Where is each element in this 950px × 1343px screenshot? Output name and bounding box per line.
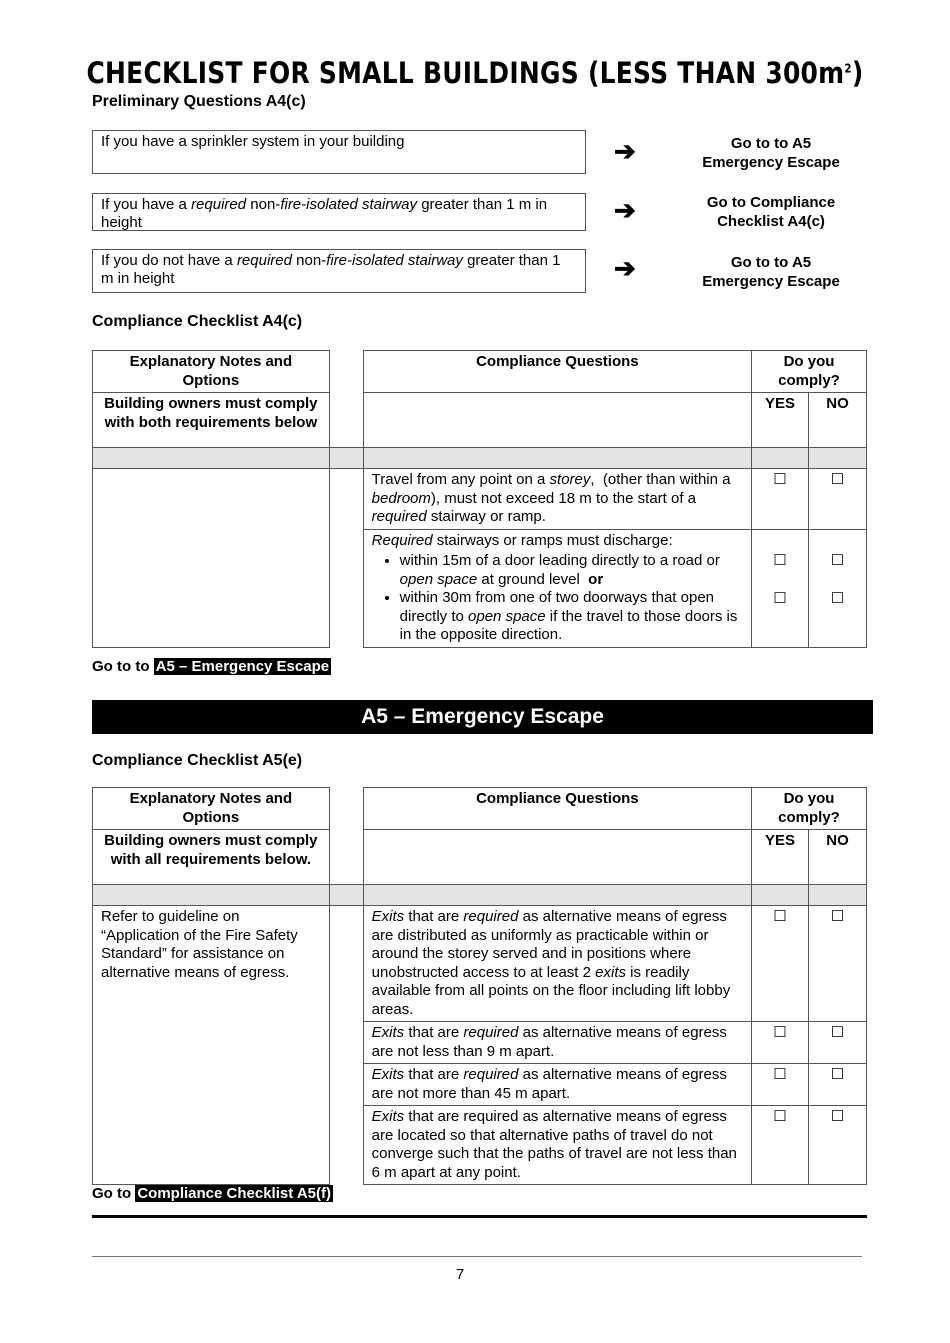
comply-no-cell: [809, 529, 867, 647]
question-paths-not-converge: Exits that are required as alternative means of egress are located so that alternative paths of travel do not converge such that the paths of travel are not less than 6 m apart at any point.: [363, 1106, 751, 1185]
question-box-3: [92, 249, 586, 293]
section-banner: A5 – Emergency Escape: [92, 700, 873, 734]
explanatory-note: Refer to guideline on “Application of the Fire Safety Standard” for assistance on alternative means of egress.: [93, 906, 330, 1185]
yes-checkbox[interactable]: ☐: [752, 906, 809, 1022]
arrow-right-icon: ➔: [614, 136, 636, 166]
checklist-a5e-table: [92, 787, 867, 1185]
question-box-2: [92, 193, 586, 231]
goto-a5f-link[interactable]: Compliance Checklist A5(f): [137, 1185, 331, 1202]
no-checkbox[interactable]: ☐: [830, 590, 845, 607]
goto-a5-link[interactable]: A5 – Emergency Escape: [155, 658, 330, 675]
col-questions-header: Compliance Questions: [363, 788, 751, 830]
question-exits-distributed: Exits that are required as alternative means of egress are distributed as uniformly as practicable within or around the storey served and in positions where unobstructed access to at least 2 exits is readily available from all points on the floor including lift lobby areas.: [363, 906, 751, 1022]
no-checkbox[interactable]: ☐: [809, 1022, 867, 1064]
no-checkbox[interactable]: ☐: [809, 1106, 867, 1185]
page-title: CHECKLIST FOR SMALL BUILDINGS (LESS THAN $300m^2$): [86, 56, 864, 90]
goto-target-1: Go to to A5 Emergency Escape: [702, 135, 840, 171]
question-travel-distance: Travel from any point on a storey, (other than within a bedroom), must not exceed 18 m to the start of a required stairway or ramp.: [363, 469, 751, 530]
divider: [92, 1215, 867, 1218]
preliminary-heading: Preliminary Questions A4(c): [92, 93, 306, 110]
checklist-a5e-heading: Compliance Checklist A5(e): [92, 752, 303, 769]
no-header: NO: [809, 830, 867, 885]
page-number: 7: [455, 1266, 465, 1283]
yes-checkbox[interactable]: ☐: [752, 1022, 809, 1064]
question-text: If you have a required non-fire-isolated stairway greater than 1 m in height: [101, 196, 548, 231]
arrow-right-icon: ➔: [614, 253, 636, 283]
no-checkbox[interactable]: ☐: [809, 906, 867, 1022]
goto-a5-line: Go to to A5 – Emergency Escape: [92, 658, 330, 675]
goto-target-3: Go to to A5 Emergency Escape: [702, 254, 840, 290]
question-stair-discharge: Required stairways or ramps must discharge: • within 15m of a door leading directly to a road or open space at ground level or • within 30m from one of two doorways that open directly to open space if the travel to those doors is in the opposite direction.: [363, 529, 751, 647]
yes-checkbox[interactable]: ☐: [752, 469, 809, 530]
yes-checkbox[interactable]: ☐: [773, 551, 787, 569]
col-notes-header: Explanatory Notes and Options: [93, 788, 330, 830]
col-comply-header: Do you comply?: [752, 788, 867, 830]
note-header: Building owners must comply with all requirements below.: [93, 830, 330, 885]
yes-checkbox[interactable]: ☐: [752, 1064, 809, 1106]
no-checkbox[interactable]: ☐: [809, 1064, 867, 1106]
no-checkbox[interactable]: ☐: [830, 551, 845, 569]
yes-header: YES: [752, 393, 809, 448]
checklist-a4c-table: [92, 350, 867, 648]
arrow-right-icon: ➔: [614, 195, 636, 225]
yes-checkbox[interactable]: ☐: [773, 590, 787, 607]
note-header: Building owners must comply with both requirements below: [93, 393, 330, 448]
comply-yes-cell: [752, 529, 809, 647]
question-exits-max-distance: Exits that are required as alternative means of egress are not more than 45 m apart.: [363, 1064, 751, 1106]
question-text: If you have a sprinkler system in your building: [101, 133, 405, 150]
goto-a5f-line: Go to Compliance Checklist A5(f): [92, 1185, 331, 1202]
question-text: If you do not have a required non-fire-isolated stairway greater than 1 m in height: [101, 252, 561, 287]
checklist-a4c-heading: Compliance Checklist A4(c): [92, 313, 303, 330]
question-exits-min-distance: Exits that are required as alternative means of egress are not less than 9 m apart.: [363, 1022, 751, 1064]
col-notes-header: Explanatory Notes and Options: [93, 351, 330, 393]
yes-header: YES: [752, 830, 809, 885]
question-box-1: [92, 130, 586, 174]
footer-divider: [92, 1256, 862, 1257]
yes-checkbox[interactable]: ☐: [752, 1106, 809, 1185]
col-questions-header: Compliance Questions: [363, 351, 751, 393]
col-comply-header: Do you comply?: [752, 351, 867, 393]
no-checkbox[interactable]: ☐: [809, 469, 867, 530]
no-header: NO: [809, 393, 867, 448]
goto-target-2: Go to Compliance Checklist A4(c): [706, 194, 836, 230]
